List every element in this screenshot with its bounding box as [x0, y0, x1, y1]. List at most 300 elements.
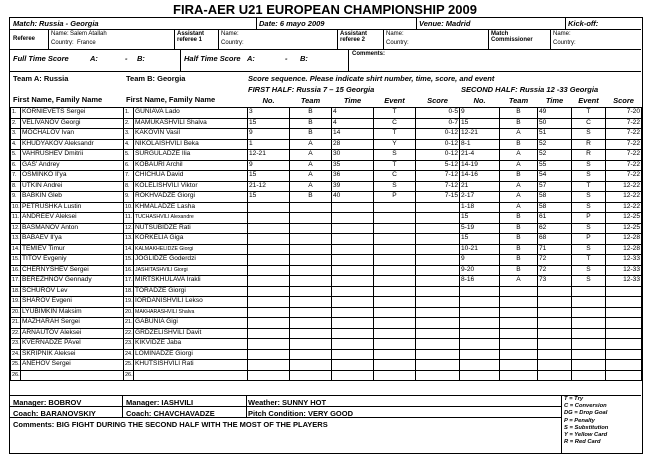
sequence-heading: Score sequence. Please indicate shirt number, time, score, and event — [248, 74, 495, 83]
first-half-cell — [248, 360, 290, 371]
ar2-label: Assistant referee 2 — [340, 31, 368, 43]
team-b-player-row — [124, 213, 248, 224]
second-half-event-row — [460, 318, 642, 329]
team-b-player-number: 13. — [124, 234, 134, 245]
team-a-player-name: TEMIEV Timur — [21, 244, 124, 255]
team-b-table — [123, 107, 248, 381]
page-title: FIRA-AER U21 EUROPEAN CHAMPIONSHIP 2009 — [173, 2, 477, 17]
referee-label: Referee — [13, 36, 36, 42]
team-b-player-number: 17. — [124, 276, 134, 287]
second-half-cell: C — [572, 118, 606, 129]
second-half-cell — [460, 286, 500, 297]
second-half-cell: 9-20 — [460, 265, 500, 276]
team-b-player-row — [124, 223, 248, 234]
second-half-cell — [500, 328, 538, 339]
team-a-player-number: 21. — [11, 318, 21, 329]
second-half-cell: R — [572, 150, 606, 161]
team-b-player-name: LOMINADZE Giorgi — [134, 349, 248, 360]
first-half-col-header: Time — [332, 95, 374, 108]
second-half-cell: 12-25 — [606, 213, 642, 224]
second-half-cell: S — [572, 202, 606, 213]
team-b-player-number: 7. — [124, 171, 134, 182]
first-half-cell: 14 — [332, 129, 374, 140]
second-half-event-row — [460, 244, 642, 255]
team-a-player-number: 7. — [11, 171, 21, 182]
full-dash: - — [125, 54, 128, 63]
first-half-cell: 9 — [248, 160, 290, 171]
comm-country-label: Country: — [553, 40, 576, 46]
legend-item: T = Try — [564, 396, 584, 402]
match-sheet — [9, 17, 643, 454]
team-b-player-number: 20. — [124, 307, 134, 318]
team-a-player-number: 2. — [11, 118, 21, 129]
second-half-heading: SECOND HALF: Russia 12 -33 Georgia — [461, 85, 599, 94]
second-half-cell — [460, 339, 500, 350]
commissioner-label: Match Commissioner — [491, 31, 533, 43]
full-a-label: A: — [90, 54, 98, 63]
first-half-cell: 28 — [332, 139, 374, 150]
second-half-event-row — [460, 255, 642, 266]
team-b-player-number: 18. — [124, 286, 134, 297]
second-half-cell — [572, 307, 606, 318]
team-b-label: Team B: Georgia — [126, 74, 186, 83]
team-a-player-row — [11, 108, 124, 119]
team-a-player-row — [11, 297, 124, 308]
second-half-event-row — [460, 234, 642, 245]
team-b-player-number: 19. — [124, 297, 134, 308]
first-half-event-row — [248, 171, 460, 182]
team-a-player-name: SCHUROV Lev — [21, 286, 124, 297]
first-half-col-header: Score — [416, 95, 460, 108]
first-half-cell — [416, 265, 460, 276]
team-a-player-name: ANDREEV Aleksei — [21, 213, 124, 224]
second-half-cell: 5-19 — [460, 223, 500, 234]
first-half-cell — [248, 234, 290, 245]
second-half-cell — [606, 370, 642, 381]
team-b-player-name — [134, 370, 248, 381]
second-half-cell — [538, 349, 572, 360]
second-half-cell: S — [572, 265, 606, 276]
second-half-cell: S — [572, 244, 606, 255]
first-half-cell: 39 — [332, 181, 374, 192]
team-a-player-name: KHUDYAKOV Aleksandr — [21, 139, 124, 150]
first-half-cell — [332, 265, 374, 276]
team-b-player-row — [124, 349, 248, 360]
second-half-cell: T — [572, 108, 606, 119]
score-row — [10, 49, 641, 72]
half-time-label: Half Time Score — [184, 54, 241, 63]
first-half-table — [247, 95, 460, 381]
second-half-event-row — [460, 192, 642, 203]
ar2-country-label: Country: — [386, 40, 409, 46]
team-a-player-name: BASMANOV Anton — [21, 223, 124, 234]
second-half-cell — [538, 360, 572, 371]
first-half-cell — [332, 360, 374, 371]
second-half-cell: 21 — [460, 181, 500, 192]
second-half-cell: 12-22 — [606, 181, 642, 192]
team-a-player-number: 6. — [11, 160, 21, 171]
first-half-event-row — [248, 118, 460, 129]
first-half-cell — [332, 307, 374, 318]
match-label: Match: — [13, 19, 38, 28]
second-half-cell: B — [500, 265, 538, 276]
first-half-cell — [332, 234, 374, 245]
first-half-cell — [248, 276, 290, 287]
first-half-cell: 21-12 — [248, 181, 290, 192]
first-half-cell: T — [374, 160, 416, 171]
second-half-event-row — [460, 307, 642, 318]
second-half-cell: P — [572, 213, 606, 224]
team-a-name-header: First Name, Family Name — [13, 95, 103, 104]
second-half-cell: 9 — [460, 255, 500, 266]
team-b-player-row — [124, 328, 248, 339]
first-half-event-row — [248, 255, 460, 266]
second-half-cell: 52 — [538, 139, 572, 150]
footer — [10, 395, 641, 396]
first-half-cell — [290, 360, 332, 371]
team-a-player-row — [11, 171, 124, 182]
footer-comments: Comments: BIG FIGHT DURING THE SECOND HALF WITH THE MOST OF THE PLAYERS — [13, 420, 328, 429]
second-half-cell — [538, 318, 572, 329]
team-a-player-row — [11, 213, 124, 224]
team-a-player-number: 17. — [11, 276, 21, 287]
first-half-cell — [290, 265, 332, 276]
team-a-player-row — [11, 244, 124, 255]
first-half-cell: 0-5 — [416, 108, 460, 119]
team-b-player-row — [124, 171, 248, 182]
match-kickoff: Kick-off: — [568, 19, 599, 28]
team-b-player-number: 9. — [124, 192, 134, 203]
second-half-cell — [460, 360, 500, 371]
team-b-player-name: TORADZE Giorgi — [134, 286, 248, 297]
second-half-cell: A — [500, 181, 538, 192]
team-a-player-name: UTKIN Andrei — [21, 181, 124, 192]
second-half-cell — [500, 349, 538, 360]
first-half-cell — [332, 370, 374, 381]
team-b-player-name: KIKVIDZE Jaba — [134, 339, 248, 350]
team-a-player-name — [21, 370, 124, 381]
team-b-player-name: GUNIAVA Lado — [134, 108, 248, 119]
team-b-player-row — [124, 318, 248, 329]
second-half-col-header: Team — [500, 95, 538, 108]
second-half-cell: A — [500, 276, 538, 287]
first-half-cell — [290, 297, 332, 308]
second-half-cell: 8-1 — [460, 139, 500, 150]
team-b-player-row — [124, 286, 248, 297]
first-half-cell — [332, 297, 374, 308]
second-half-cell: 7-22 — [606, 160, 642, 171]
first-half-cell: 7-15 — [416, 192, 460, 203]
team-b-player-number: 10. — [124, 202, 134, 213]
team-a-player-row — [11, 181, 124, 192]
team-a-player-row — [11, 223, 124, 234]
first-half-cell — [248, 202, 290, 213]
first-half-cell — [290, 276, 332, 287]
first-half-cell — [332, 255, 374, 266]
first-half-cell: S — [374, 150, 416, 161]
first-half-cell — [416, 202, 460, 213]
second-half-cell: 7-22 — [606, 171, 642, 182]
first-half-cell: 0-12 — [416, 150, 460, 161]
second-half-cell: 7-22 — [606, 139, 642, 150]
team-b-player-row — [124, 360, 248, 371]
first-half-cell — [416, 286, 460, 297]
team-a-player-row — [11, 150, 124, 161]
second-half-event-row — [460, 349, 642, 360]
referee-name-label: Name: — [51, 31, 69, 37]
match-date: Date: 6 mayo 2009 — [259, 19, 325, 28]
first-half-event-row — [248, 328, 460, 339]
team-a-player-number: 5. — [11, 150, 21, 161]
first-half-event-row — [248, 276, 460, 287]
second-half-event-row — [460, 213, 642, 224]
full-time-label: Full Time Score — [13, 54, 69, 63]
team-b-player-row — [124, 118, 248, 129]
team-b-player-row — [124, 276, 248, 287]
second-half-cell: B — [500, 171, 538, 182]
team-b-player-row — [124, 139, 248, 150]
team-b-player-number: 23. — [124, 339, 134, 350]
team-a-player-name: CHERNYSHEV Sergei — [21, 265, 124, 276]
second-half-cell — [572, 370, 606, 381]
first-half-cell — [290, 370, 332, 381]
second-half-cell: B — [500, 213, 538, 224]
team-a-table — [10, 107, 124, 381]
first-half-cell — [374, 286, 416, 297]
second-half-event-row — [460, 129, 642, 140]
first-half-cell: 15 — [248, 192, 290, 203]
team-a-player-number: 24. — [11, 349, 21, 360]
first-half-cell — [248, 370, 290, 381]
team-b-player-name: GABUNIA Gigi — [134, 318, 248, 329]
first-half-cell — [248, 223, 290, 234]
first-half-cell — [332, 223, 374, 234]
second-half-cell: S — [572, 192, 606, 203]
team-b-player-number: 3. — [124, 129, 134, 140]
team-a-player-row — [11, 139, 124, 150]
team-a-player-number: 11. — [11, 213, 21, 224]
team-b-player-row — [124, 265, 248, 276]
manager-a: Manager: BOBROV — [13, 398, 82, 407]
team-b-name-header: First Name, Family Name — [126, 95, 216, 104]
team-a-player-name: SKRIPNIK Aleksei — [21, 349, 124, 360]
first-half-cell — [416, 307, 460, 318]
comm-name-label: Name: — [553, 31, 571, 37]
first-half-cell — [416, 318, 460, 329]
ar1-name-label: Name: — [221, 31, 239, 37]
first-half-cell: A — [290, 160, 332, 171]
team-b-player-name: KORKELIA Giga — [134, 234, 248, 245]
team-b-player-name: GRDZELISHVILI Davit — [134, 328, 248, 339]
first-half-event-row — [248, 286, 460, 297]
half-dash: - — [285, 54, 288, 63]
first-half-event-row — [248, 370, 460, 381]
first-half-cell — [416, 244, 460, 255]
second-half-cell — [500, 307, 538, 318]
first-half-cell — [374, 244, 416, 255]
team-b-player-name: JOGLIDZE Goderdzi — [134, 255, 248, 266]
second-half-cell: 1-18 — [460, 202, 500, 213]
first-half-cell — [416, 255, 460, 266]
second-half-col-header: Time — [538, 95, 572, 108]
second-half-cell: P — [572, 234, 606, 245]
team-a-player-number: 20. — [11, 307, 21, 318]
second-half-event-row — [460, 223, 642, 234]
second-half-cell: S — [572, 171, 606, 182]
team-b-player-number: 8. — [124, 181, 134, 192]
second-half-cell: A — [500, 202, 538, 213]
first-half-cell: Y — [374, 139, 416, 150]
first-half-cell — [290, 223, 332, 234]
first-half-event-row — [248, 129, 460, 140]
team-b-player-name: NUTSUBIDZE Rati — [134, 223, 248, 234]
second-half-cell: 12-28 — [606, 234, 642, 245]
second-half-cell: 58 — [538, 192, 572, 203]
team-b-player-row — [124, 150, 248, 161]
second-half-cell: 8-16 — [460, 276, 500, 287]
team-a-player-row — [11, 370, 124, 381]
second-half-cell — [538, 297, 572, 308]
legend-item: R = Red Card — [564, 439, 601, 446]
second-half-cell: 12-22 — [606, 202, 642, 213]
first-half-event-row — [248, 160, 460, 171]
first-half-cell — [374, 265, 416, 276]
team-b-player-number: 16. — [124, 265, 134, 276]
team-b-player-row — [124, 297, 248, 308]
team-a-player-name: MOCHALOV Ivan — [21, 129, 124, 140]
team-a-player-name: KORNIEVETS Sergei — [21, 108, 124, 119]
team-a-player-name: SHAROV Evgeni — [21, 297, 124, 308]
first-half-cell: B — [290, 192, 332, 203]
first-half-cell — [374, 276, 416, 287]
second-half-cell: 12-33 — [606, 276, 642, 287]
first-half-cell: S — [374, 181, 416, 192]
team-a-player-name: MAZHARAH Sergei — [21, 318, 124, 329]
second-half-cell — [538, 370, 572, 381]
second-half-cell — [606, 349, 642, 360]
team-b-player-number: 22. — [124, 328, 134, 339]
second-half-cell: B — [500, 108, 538, 119]
second-half-cell: 57 — [538, 181, 572, 192]
first-half-cell: 7-12 — [416, 181, 460, 192]
first-half-cell — [416, 360, 460, 371]
first-half-cell: 0-12 — [416, 139, 460, 150]
team-a-player-name: TITOV Evgeniy — [21, 255, 124, 266]
first-half-cell — [416, 339, 460, 350]
second-half-cell: B — [500, 244, 538, 255]
first-half-cell — [248, 244, 290, 255]
team-a-player-number: 23. — [11, 339, 21, 350]
team-a-player-number: 13. — [11, 234, 21, 245]
first-half-cell: 15 — [248, 118, 290, 129]
second-half-col-header: Event — [572, 95, 606, 108]
second-half-cell — [572, 286, 606, 297]
team-a-player-name: BABKIN Gleb — [21, 192, 124, 203]
first-half-event-row — [248, 244, 460, 255]
team-a-player-name: BEREZHNOV Gennady — [21, 276, 124, 287]
team-b-player-row — [124, 181, 248, 192]
first-half-event-row — [248, 192, 460, 203]
team-a-player-row — [11, 202, 124, 213]
team-a-player-name: ARNAUTOV Aleksei — [21, 328, 124, 339]
second-half-cell: 12-25 — [606, 223, 642, 234]
second-half-cell: 15 — [460, 234, 500, 245]
first-half-cell — [416, 276, 460, 287]
second-half-cell: 72 — [538, 265, 572, 276]
second-half-cell: 9 — [460, 108, 500, 119]
second-half-cell — [500, 360, 538, 371]
first-half-cell: A — [290, 150, 332, 161]
first-half-cell — [290, 307, 332, 318]
second-half-cell: 55 — [538, 160, 572, 171]
team-b-player-row — [124, 244, 248, 255]
team-b-player-row — [124, 234, 248, 245]
team-a-player-number: 16. — [11, 265, 21, 276]
first-half-cell — [416, 370, 460, 381]
match-venue: Venue: Madrid — [419, 19, 471, 28]
first-half-cell — [248, 318, 290, 329]
team-a-player-name: ANEHOV Sergei — [21, 360, 124, 371]
second-half-cell — [538, 339, 572, 350]
event-legend — [564, 396, 608, 447]
team-b-player-name: CHICHUA David — [134, 171, 248, 182]
team-a-player-row — [11, 129, 124, 140]
ar1-country-label: Country: — [221, 40, 244, 46]
second-half-header-row — [460, 95, 642, 108]
team-b-player-row — [124, 255, 248, 266]
second-half-cell: 54 — [538, 171, 572, 182]
second-half-cell: 7-22 — [606, 129, 642, 140]
second-half-cell: 72 — [538, 255, 572, 266]
legend-item: S = Substitution — [564, 424, 609, 431]
team-b-player-row — [124, 129, 248, 140]
first-half-cell — [374, 202, 416, 213]
team-a-player-number: 22. — [11, 328, 21, 339]
first-half-cell — [290, 202, 332, 213]
team-b-player-number: 26. — [124, 370, 134, 381]
second-half-cell: 14-19 — [460, 160, 500, 171]
second-half-cell — [606, 286, 642, 297]
second-half-cell: 51 — [538, 129, 572, 140]
second-half-cell: S — [572, 129, 606, 140]
second-half-cell: 49 — [538, 108, 572, 119]
team-a-player-row — [11, 286, 124, 297]
team-b-player-name: KHMALADZE Lasha — [134, 202, 248, 213]
team-b-player-row — [124, 160, 248, 171]
first-half-event-row — [248, 213, 460, 224]
team-a-player-row — [11, 255, 124, 266]
second-half-cell: A — [500, 129, 538, 140]
second-half-table — [459, 95, 642, 381]
first-half-cell — [248, 307, 290, 318]
first-half-cell: B — [290, 129, 332, 140]
full-b-label: B: — [137, 54, 145, 63]
team-b-player-row — [124, 307, 248, 318]
second-half-cell: 68 — [538, 234, 572, 245]
second-half-cell — [606, 297, 642, 308]
first-half-event-row — [248, 181, 460, 192]
team-b-player-name: MIRTSKHULAVA Irakli — [134, 276, 248, 287]
first-half-cell — [374, 328, 416, 339]
second-half-cell: 2-17 — [460, 192, 500, 203]
first-half-cell — [290, 244, 332, 255]
first-half-cell: 30 — [332, 150, 374, 161]
team-a-player-number: 1. — [11, 108, 21, 119]
first-half-event-row — [248, 139, 460, 150]
second-half-cell: 50 — [538, 118, 572, 129]
second-half-cell: R — [572, 139, 606, 150]
first-half-cell: 15 — [248, 171, 290, 182]
